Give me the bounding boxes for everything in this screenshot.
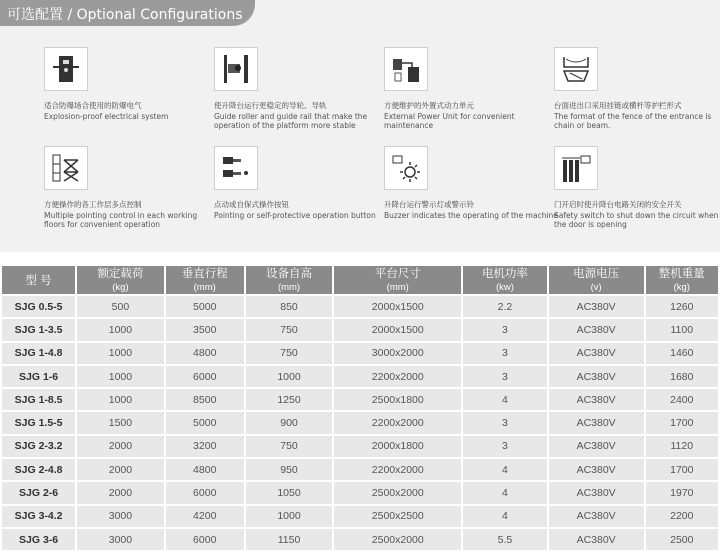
section-banner (0, 0, 255, 26)
cell-model: SJG 1-4.8 (2, 343, 75, 364)
cell-vertical-travel: 6000 (166, 482, 244, 503)
cell-voltage: AC380V (549, 482, 644, 503)
cell-voltage: AC380V (549, 389, 644, 410)
cell-weight: 1700 (646, 459, 718, 480)
cell-model: SJG 3-4.2 (2, 506, 75, 527)
cell-model: SJG 0.5-5 (2, 296, 75, 317)
explosion-proof-box-icon (44, 47, 88, 91)
cell-self-height: 1050 (246, 482, 333, 503)
cell-model: SJG 2-4.8 (2, 459, 75, 480)
cell-weight: 1680 (646, 366, 718, 387)
table-row (2, 343, 718, 364)
cell-model: SJG 1-6 (2, 366, 75, 387)
cell-self-height: 750 (246, 343, 333, 364)
buzzer-warning-light-icon (384, 146, 428, 190)
cell-voltage: AC380V (549, 366, 644, 387)
cell-rated-load: 1000 (77, 343, 164, 364)
cell-motor-power: 3 (463, 343, 546, 364)
cell-platform-size: 2000x1500 (334, 319, 461, 340)
cell-rated-load: 1000 (77, 389, 164, 410)
feature-label-cn: 升降台运行警示灯或警示铃 (384, 200, 474, 209)
cell-platform-size: 2500x2000 (334, 482, 461, 503)
cell-platform-size: 2200x2000 (334, 459, 461, 480)
cell-rated-load: 1000 (77, 366, 164, 387)
cell-vertical-travel: 4200 (166, 506, 244, 527)
specification-table (0, 264, 720, 552)
cell-rated-load: 2000 (77, 482, 164, 503)
cell-self-height: 850 (246, 296, 333, 317)
cell-self-height: 750 (246, 319, 333, 340)
feature-label-cn: 方便维护的外置式动力单元 (384, 101, 474, 110)
cell-platform-size: 3000x2000 (334, 343, 461, 364)
cell-rated-load: 500 (77, 296, 164, 317)
cell-rated-load: 2000 (77, 436, 164, 457)
cell-platform-size: 2500x1800 (334, 389, 461, 410)
cell-weight: 1700 (646, 412, 718, 433)
cell-vertical-travel: 5000 (166, 296, 244, 317)
header-platform-size: 平台尺寸 (mm) (334, 266, 461, 294)
feature-label-en: Safety switch to shut down the circuit when the door is opening (554, 211, 719, 229)
cell-vertical-travel: 3200 (166, 436, 244, 457)
cell-platform-size: 2500x2000 (334, 529, 461, 550)
cell-motor-power: 3 (463, 412, 546, 433)
cell-rated-load: 3000 (77, 506, 164, 527)
feature-label-cn: 台面进出口采用挂链或横杆等护栏形式 (554, 101, 682, 110)
table-row (2, 319, 718, 340)
external-power-unit-icon (384, 47, 428, 91)
door-safety-switch-icon (554, 146, 598, 190)
header-vertical-travel: 垂直行程 (mm) (166, 266, 244, 294)
cell-model: SJG 2-3.2 (2, 436, 75, 457)
feature-label-en: Guide roller and guide rail that make the operation of the platform more stable (214, 112, 368, 130)
cell-voltage: AC380V (549, 529, 644, 550)
cell-vertical-travel: 6000 (166, 529, 244, 550)
cell-self-height: 950 (246, 459, 333, 480)
cell-motor-power: 3 (463, 319, 546, 340)
cell-motor-power: 4 (463, 389, 546, 410)
feature-label-en: Multiple pointing control in each working floors for convenient operation (44, 211, 198, 229)
cell-motor-power: 5.5 (463, 529, 546, 550)
header-weight: 整机重量 (kg) (646, 266, 718, 294)
cell-platform-size: 2500x2500 (334, 506, 461, 527)
cell-rated-load: 3000 (77, 529, 164, 550)
entrance-fence-icon (554, 47, 598, 91)
cell-weight: 2500 (646, 529, 718, 550)
feature-label-en: Buzzer indicates the operating of the machine (384, 211, 558, 220)
push-button-icon (214, 146, 258, 190)
header-motor-power: 电机功率 (kw) (463, 266, 546, 294)
cell-motor-power: 4 (463, 459, 546, 480)
cell-motor-power: 4 (463, 506, 546, 527)
cell-weight: 2400 (646, 389, 718, 410)
header-voltage: 电源电压 (v) (549, 266, 644, 294)
table-row (2, 529, 718, 550)
cell-model: SJG 2-6 (2, 482, 75, 503)
cell-vertical-travel: 5000 (166, 412, 244, 433)
cell-platform-size: 2200x2000 (334, 366, 461, 387)
feature-label-cn: 门开启时使升降台电路关闭的安全开关 (554, 200, 682, 209)
cell-model: SJG 1.5-5 (2, 412, 75, 433)
feature-label-en: Explosion-proof electrical system (44, 112, 169, 121)
cell-model: SJG 3-6 (2, 529, 75, 550)
cell-self-height: 1000 (246, 366, 333, 387)
cell-weight: 1100 (646, 319, 718, 340)
cell-self-height: 1250 (246, 389, 333, 410)
header-self-height: 设备自高 (mm) (246, 266, 333, 294)
cell-weight: 1460 (646, 343, 718, 364)
cell-vertical-travel: 6000 (166, 366, 244, 387)
cell-weight: 2200 (646, 506, 718, 527)
cell-rated-load: 1000 (77, 319, 164, 340)
multi-floor-control-icon (44, 146, 88, 190)
cell-voltage: AC380V (549, 459, 644, 480)
cell-voltage: AC380V (549, 436, 644, 457)
cell-voltage: AC380V (549, 296, 644, 317)
cell-motor-power: 3 (463, 366, 546, 387)
cell-platform-size: 2000x1500 (334, 296, 461, 317)
cell-self-height: 750 (246, 436, 333, 457)
cell-platform-size: 2000x1800 (334, 436, 461, 457)
cell-voltage: AC380V (549, 506, 644, 527)
cell-self-height: 1000 (246, 506, 333, 527)
cell-voltage: AC380V (549, 412, 644, 433)
table-row (2, 412, 718, 433)
table-row (2, 296, 718, 317)
cell-vertical-travel: 3500 (166, 319, 244, 340)
cell-self-height: 900 (246, 412, 333, 433)
cell-rated-load: 1500 (77, 412, 164, 433)
table-row (2, 366, 718, 387)
cell-vertical-travel: 4800 (166, 343, 244, 364)
cell-model: SJG 1-3.5 (2, 319, 75, 340)
feature-label-cn: 方便操作的各工作层多点控制 (44, 200, 142, 209)
feature-label-cn: 适合防爆场合使用的防爆电气 (44, 101, 142, 110)
table-row (2, 389, 718, 410)
feature-label-en: The format of the fence of the entrance is chain or beam. (554, 112, 712, 130)
table-row (2, 436, 718, 457)
cell-voltage: AC380V (549, 343, 644, 364)
cell-motor-power: 3 (463, 436, 546, 457)
feature-label-cn: 使升降台运行更稳定的导轮、导轨 (214, 101, 327, 110)
cell-model: SJG 1-8.5 (2, 389, 75, 410)
feature-label-cn: 点动或自保式操作按钮 (214, 200, 289, 209)
table-row (2, 482, 718, 503)
feature-label-en: External Power Unit for convenient maintenance (384, 112, 515, 130)
section-title: 可选配置 / Optional Configurations (7, 7, 243, 23)
cell-weight: 1120 (646, 436, 718, 457)
cell-motor-power: 2.2 (463, 296, 546, 317)
table-row (2, 506, 718, 527)
cell-platform-size: 2200x2000 (334, 412, 461, 433)
cell-self-height: 1150 (246, 529, 333, 550)
feature-label-en: Pointing or self-protective operation button (214, 211, 376, 220)
table-header-row (2, 266, 718, 294)
cell-motor-power: 4 (463, 482, 546, 503)
cell-weight: 1970 (646, 482, 718, 503)
cell-weight: 1260 (646, 296, 718, 317)
header-rated-load: 额定载荷 (kg) (77, 266, 164, 294)
header-model: 型 号 (2, 266, 75, 294)
guide-rail-icon (214, 47, 258, 91)
cell-vertical-travel: 4800 (166, 459, 244, 480)
table-row (2, 459, 718, 480)
cell-vertical-travel: 8500 (166, 389, 244, 410)
cell-voltage: AC380V (549, 319, 644, 340)
cell-rated-load: 2000 (77, 459, 164, 480)
